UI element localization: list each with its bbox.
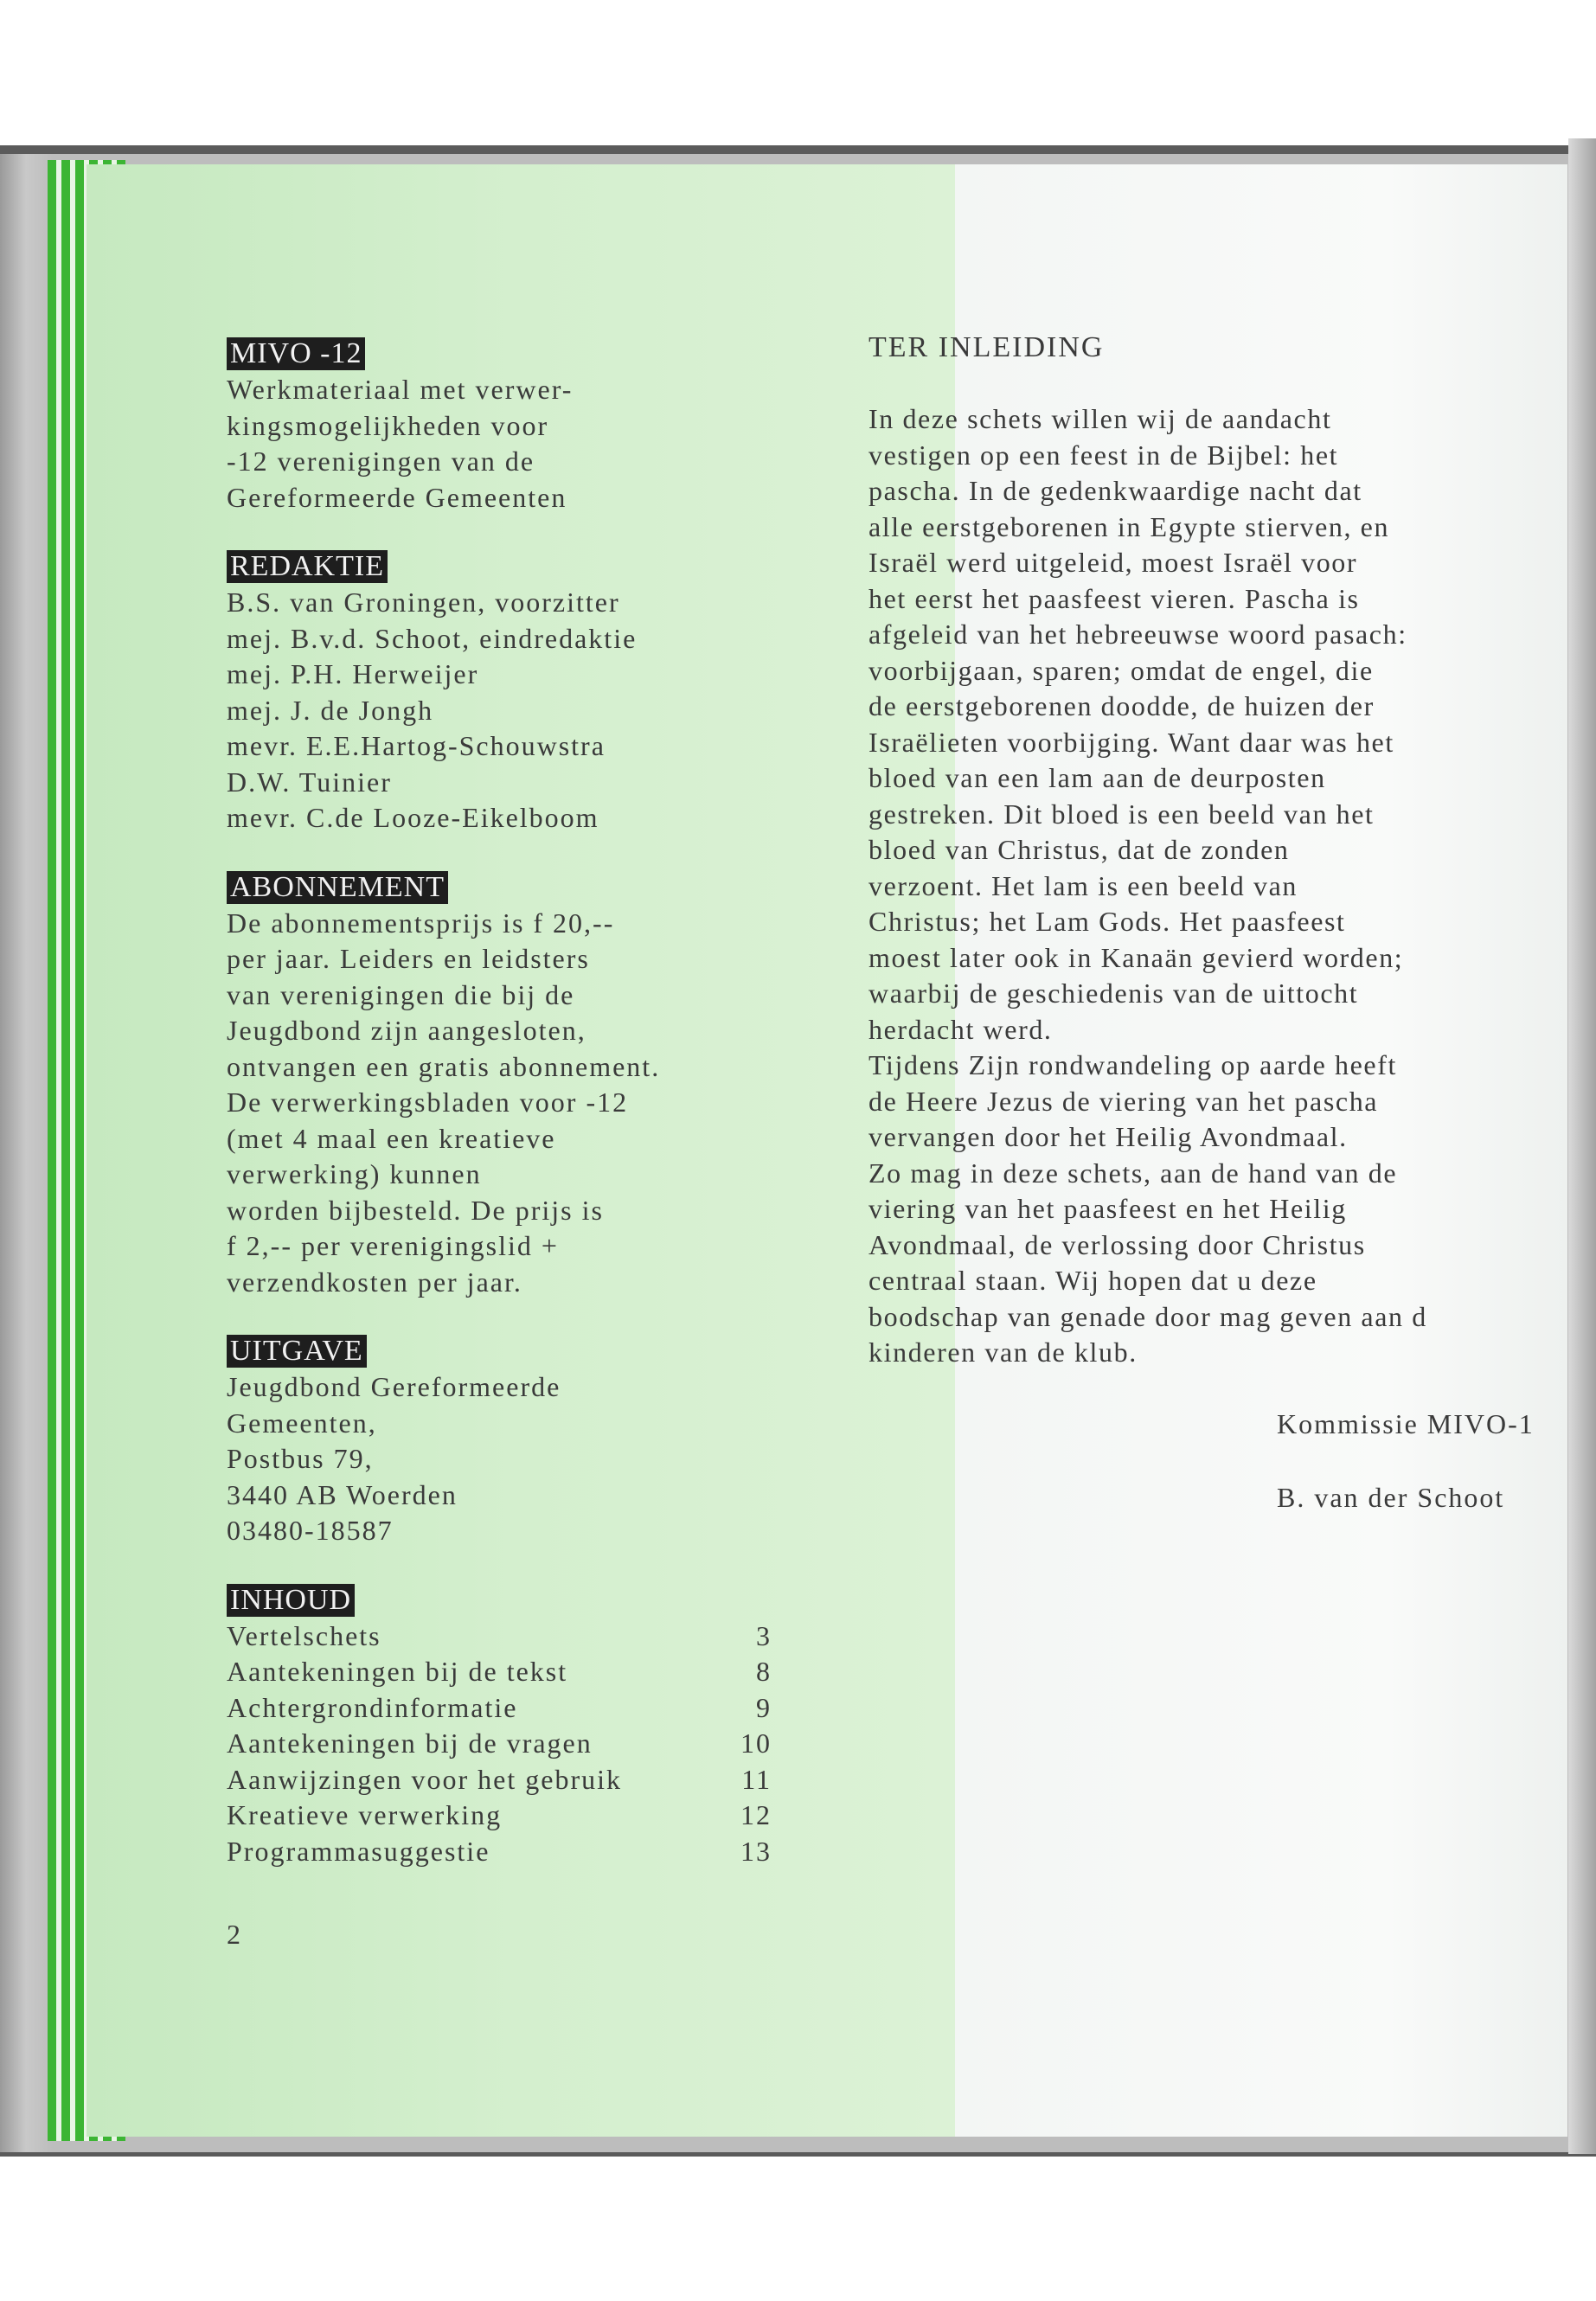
text-line: B.S. van Groningen, voorzitter <box>227 586 620 618</box>
text-line: van verenigingen die bij de <box>227 978 575 1010</box>
toc-page: 8 <box>756 1656 772 1687</box>
text-line: mej. J. de Jongh <box>227 694 434 726</box>
text-line: 03480-18587 <box>227 1515 394 1546</box>
text-line: vestigen op een feest in de Bijbel: het <box>869 439 1339 471</box>
text-line: het eerst het paasfeest vieren. Pascha is <box>869 582 1360 614</box>
toc-title: Aantekeningen bij de vragen <box>227 1727 593 1759</box>
text-line: verwerking) kunnen <box>227 1158 482 1189</box>
toc-title: Aantekeningen bij de tekst <box>227 1656 568 1687</box>
section-inhoud <box>227 1584 832 1870</box>
text-line: verzendkosten per jaar. <box>227 1266 522 1298</box>
text-line: In deze schets willen wij de aandacht <box>869 403 1332 434</box>
text-line: De abonnementsprijs is f 20,-- <box>227 907 615 939</box>
toc-row <box>227 1762 772 1798</box>
text-line: de eerstgeborenen doodde, de huizen der <box>869 690 1375 721</box>
text-line: alle eerstgeborenen in Egypte stierven, en <box>869 510 1390 542</box>
text-line: Jeugdbond zijn aangesloten, <box>227 1015 586 1046</box>
text-line: Tijdens Zijn rondwandeling op aarde heeft <box>869 1049 1397 1080</box>
toc-row <box>227 1618 772 1655</box>
text-line: mej. B.v.d. Schoot, eindredaktie <box>227 622 638 654</box>
text-line: boodschap van genade door mag geven aan d <box>869 1300 1427 1332</box>
text-line: gestreken. Dit bloed is een beeld van het <box>869 798 1375 830</box>
toc-row <box>227 1654 772 1690</box>
text-line: Jeugdbond Gereformeerde <box>227 1371 561 1402</box>
section-heading: REDAKTIE <box>227 550 388 583</box>
text-line: Zo mag in deze schets, aan de hand van de <box>869 1157 1398 1189</box>
text-line: bloed van een lam aan de deurposten <box>869 762 1326 793</box>
section-heading: INHOUD <box>227 1584 355 1617</box>
text-line: de Heere Jezus de viering van het pascha <box>869 1085 1379 1117</box>
text-line: -12 verenigingen van de <box>227 445 535 477</box>
text-line: moest later ook in Kanaän gevierd worden; <box>869 941 1404 973</box>
text-line: Christus; het Lam Gods. Het paasfeest <box>869 906 1346 937</box>
text-line: mevr. E.E.Hartog-Schouwstra <box>227 730 606 761</box>
toc-row <box>227 1726 772 1762</box>
text-line: D.W. Tuinier <box>227 766 392 798</box>
signature-commission: Kommissie MIVO-1 <box>1277 1408 1535 1439</box>
section-uitgave <box>227 1335 832 1549</box>
text-line: afgeleid van het hebreeuwse woord pasach: <box>869 619 1407 650</box>
text-line: Werkmateriaal met verwer- <box>227 374 574 405</box>
text-line: Israëlieten voorbijging. Want daar was het <box>869 726 1394 758</box>
section-heading: UITGAVE <box>227 1335 367 1368</box>
text-line: mej. P.H. Herweijer <box>227 658 479 689</box>
toc-row <box>227 1690 772 1727</box>
text-line: herdacht werd. <box>869 1013 1053 1045</box>
text-line: waarbij de geschiedenis van de uittocht <box>869 977 1359 1009</box>
toc-page: 12 <box>740 1799 772 1830</box>
text-line: centraal staan. Wij hopen dat u deze <box>869 1265 1317 1296</box>
text-line: pascha. In de gedenkwaardige nacht dat <box>869 475 1362 506</box>
toc-row <box>227 1834 772 1870</box>
introduction-text <box>869 401 1561 1371</box>
toc-page: 9 <box>756 1691 772 1723</box>
signature-name: B. van der Schoot <box>1277 1482 1505 1513</box>
text-line: De verwerkingsbladen voor -12 <box>227 1086 629 1118</box>
text-line: bloed van Christus, dat de zonden <box>869 834 1290 865</box>
section-abonnement <box>227 871 832 1301</box>
toc-title: Vertelschets <box>227 1619 381 1651</box>
text-line: Postbus 79, <box>227 1443 374 1474</box>
text-line: kinderen van de klub. <box>869 1336 1138 1368</box>
text-line: vervangen door het Heilig Avondmaal. <box>869 1121 1348 1152</box>
text-line: Gereformeerde Gemeenten <box>227 481 567 513</box>
page-number: 2 <box>227 1919 240 1950</box>
section-heading: MIVO -12 <box>227 337 365 370</box>
text-line: (met 4 maal een kreatieve <box>227 1122 556 1154</box>
toc-title: Kreatieve verwerking <box>227 1799 503 1830</box>
text-line: voorbijgaan, sparen; omdat de engel, die <box>869 654 1374 686</box>
introduction-title: TER INLEIDING <box>869 331 1105 363</box>
text-line: Israël werd uitgeleid, moest Israël voor <box>869 547 1358 578</box>
text-line: f 2,-- per verenigingslid + <box>227 1230 559 1261</box>
colophon-column <box>227 337 832 1904</box>
text-line: verzoent. Het lam is een beeld van <box>869 869 1298 901</box>
text-line: 3440 AB Woerden <box>227 1478 458 1510</box>
toc-title: Programmasuggestie <box>227 1835 490 1867</box>
text-line: Avondmaal, de verlossing door Christus <box>869 1228 1366 1260</box>
toc-page: 11 <box>741 1763 772 1795</box>
toc-row <box>227 1798 772 1834</box>
text-line: kingsmogelijkheden voor <box>227 409 549 441</box>
section-mivo <box>227 337 832 516</box>
text-line: per jaar. Leiders en leidsters <box>227 943 590 974</box>
toc-page: 3 <box>756 1619 772 1651</box>
toc-page: 13 <box>740 1835 772 1867</box>
text-line: worden bijbesteld. De prijs is <box>227 1194 604 1226</box>
section-redaktie <box>227 550 832 836</box>
section-heading: ABONNEMENT <box>227 871 448 904</box>
introduction-column <box>869 330 1561 1371</box>
toc-title: Achtergrondinformatie <box>227 1691 518 1723</box>
text-line: ontvangen een gratis abonnement. <box>227 1050 661 1082</box>
toc-page: 10 <box>740 1727 772 1759</box>
toc-title: Aanwijzingen voor het gebruik <box>227 1763 622 1795</box>
text-line: viering van het paasfeest en het Heilig <box>869 1193 1347 1224</box>
text-line: mevr. C.de Looze-Eikelboom <box>227 802 599 833</box>
text-line: Gemeenten, <box>227 1407 377 1439</box>
